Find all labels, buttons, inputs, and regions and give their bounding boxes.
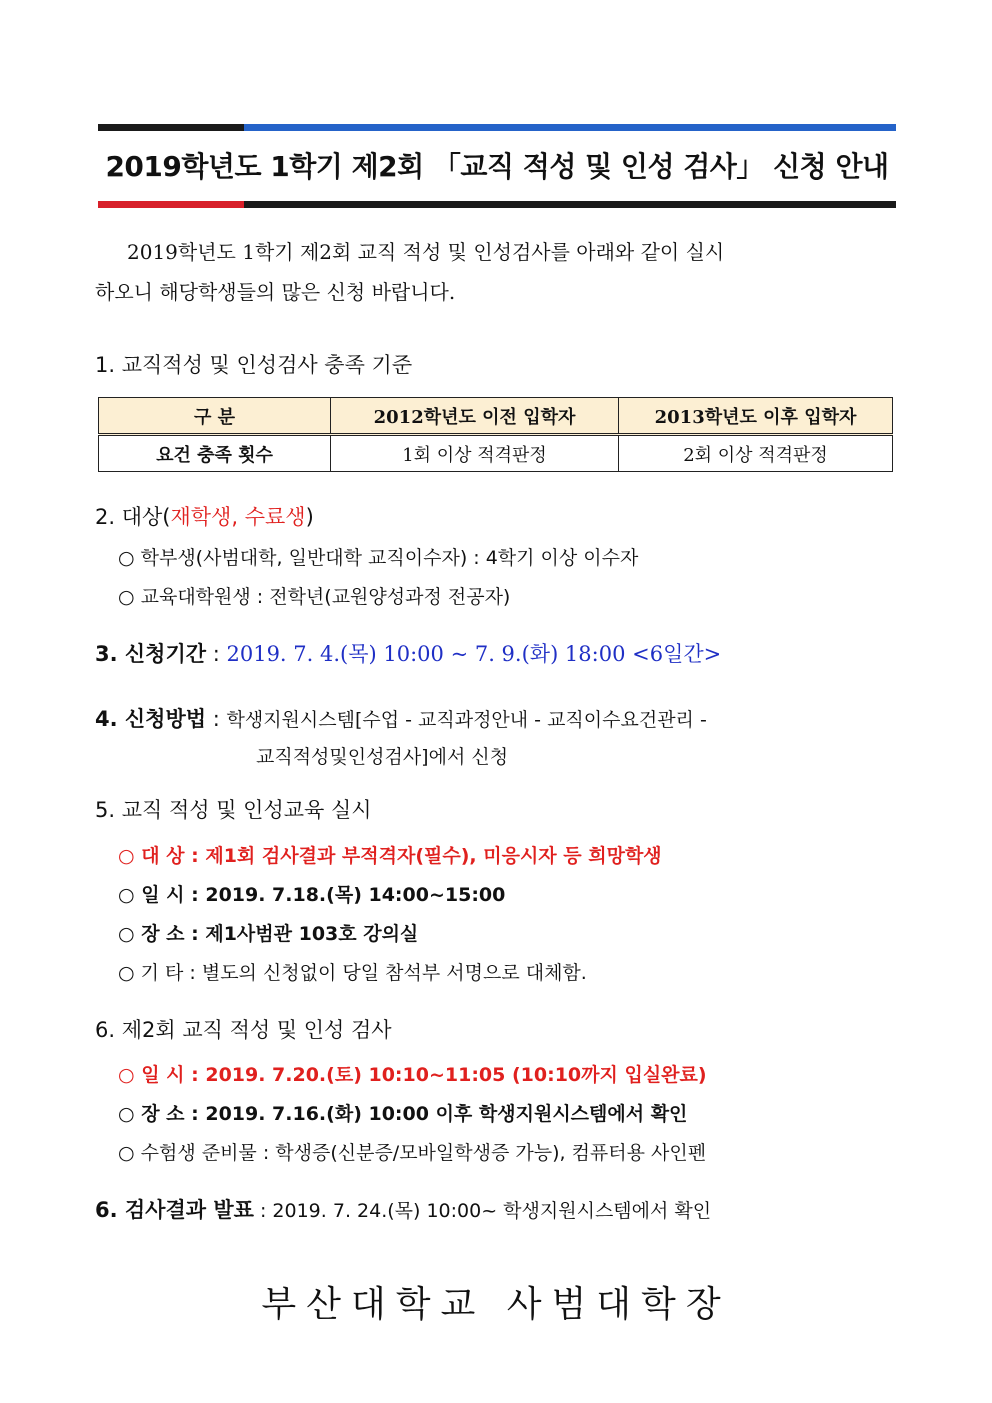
intro-paragraph xyxy=(95,232,895,312)
section2-heading-prefix: 2. 대상( xyxy=(95,505,171,529)
section5-date: ○ 일 시 : 2019. 7.18.(목) 14:00~15:00 xyxy=(118,884,506,906)
section5-etc: ○ 기 타 : 별도의 신청없이 당일 참석부 서명으로 대체함. xyxy=(118,962,587,984)
section3-row xyxy=(95,638,721,668)
section5-heading: 5. 교직 적성 및 인성교육 실시 xyxy=(95,798,372,822)
criteria-table-header-row xyxy=(99,398,893,435)
criteria-header-category: 구 분 xyxy=(99,398,331,435)
intro-line-2: 하오니 해당학생들의 많은 신청 바랍니다. xyxy=(95,280,456,304)
table-row xyxy=(99,435,893,472)
section4-method-line-1: 학생지원시스템[수업 - 교직과정안내 - 교직이수요건관리 - xyxy=(226,709,707,731)
section6-date: ○ 일 시 : 2019. 7.20.(토) 10:10~11:05 (10:10까지 입실완료) xyxy=(118,1064,707,1086)
section4-label: 4. 신청방법 xyxy=(95,707,207,731)
results-value: : 2019. 7. 24.(목) 10:00~ 학생지원시스템에서 확인 xyxy=(253,1200,712,1222)
criteria-table xyxy=(98,397,893,472)
intro-line-1: 2019학년도 1학기 제2회 교직 적성 및 인성검사를 아래와 같이 실시 xyxy=(127,240,725,264)
signature: 부산대학교 사범대학장 xyxy=(261,1284,731,1325)
results-row xyxy=(95,1194,711,1224)
title-bar-bottom xyxy=(98,201,896,208)
criteria-cell-after-2013: 2회 이상 적격판정 xyxy=(619,435,893,472)
section4-method-line-2: 교직적성및인성검사]에서 신청 xyxy=(256,746,509,768)
section3-colon: : xyxy=(206,642,227,666)
title-bar-top xyxy=(98,124,896,131)
criteria-header-after-2013: 2013학년도 이후 입학자 xyxy=(619,398,893,435)
section1-heading: 1. 교직적성 및 인성검사 충족 기준 xyxy=(95,353,413,377)
section5-place: ○ 장 소 : 제1사범관 103호 강의실 xyxy=(118,923,419,945)
list-item: ○ 교육대학원생 : 전학년(교원양성과정 전공자) xyxy=(118,586,511,608)
section4-colon: : xyxy=(206,707,227,731)
criteria-cell-before-2012: 1회 이상 적격판정 xyxy=(331,435,619,472)
criteria-header-before-2012: 2012학년도 이전 입학자 xyxy=(331,398,619,435)
section2-heading-suffix: ) xyxy=(305,505,314,529)
document-title: 2019학년도 1학기 제2회 「교직 적성 및 인성 검사」 신청 안내 xyxy=(105,150,889,183)
section3-period: 2019. 7. 4.(목) 10:00 ~ 7. 9.(화) 18:00 <6일간> xyxy=(226,642,722,666)
section2-heading xyxy=(95,501,314,531)
section6-supplies: ○ 수험생 준비물 : 학생증(신분증/모바일학생증 가능), 컴퓨터용 사인펜 xyxy=(118,1142,707,1164)
section3-label: 3. 신청기간 xyxy=(95,642,207,666)
section6-place: ○ 장 소 : 2019. 7.16.(화) 10:00 이후 학생지원시스템에서 확인 xyxy=(118,1103,688,1125)
section4-row xyxy=(95,703,707,733)
section5-target: ○ 대 상 : 제1회 검사결과 부적격자(필수), 미응시자 등 희망학생 xyxy=(118,845,662,867)
section6-heading: 6. 제2회 교직 적성 및 인성 검사 xyxy=(95,1018,392,1042)
section2-heading-targets: 재학생, 수료생 xyxy=(170,505,306,529)
results-label: 6. 검사결과 발표 xyxy=(95,1198,254,1222)
list-item: ○ 학부생(사범대학, 일반대학 교직이수자) : 4학기 이상 이수자 xyxy=(118,547,639,569)
criteria-row-label: 요건 충족 횟수 xyxy=(99,435,331,472)
